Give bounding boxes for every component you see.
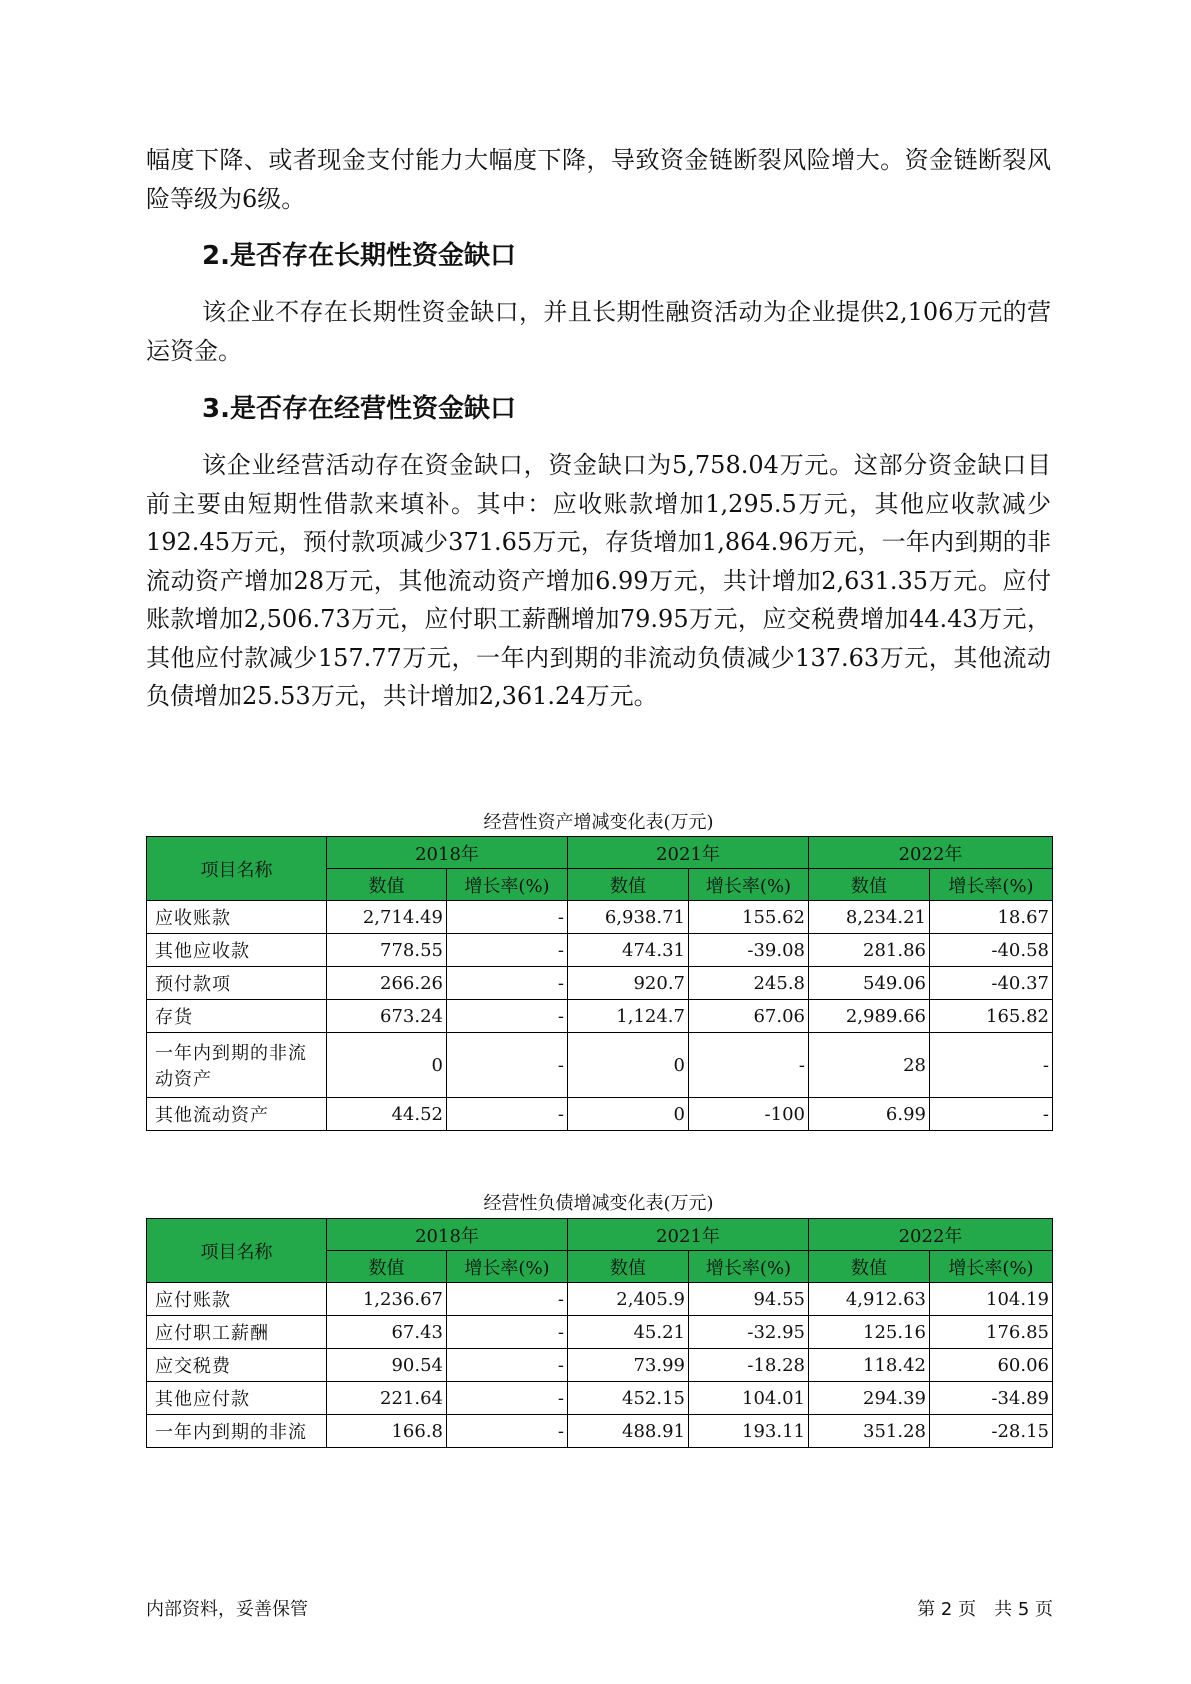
paragraph-risk-level: 幅度下降、或者现金支付能力大幅度下降，导致资金链断裂风险增大。资金链断裂风险等级为6级。: [146, 146, 1051, 213]
table-cell: -: [447, 901, 568, 934]
table-cell: 176.85: [930, 1316, 1053, 1349]
table-cell: -: [689, 1033, 809, 1098]
table-cell: -: [447, 1316, 568, 1349]
year-header: 2018年: [327, 837, 568, 869]
table-cell: 8,234.21: [809, 901, 930, 934]
table-cell: 351.28: [809, 1415, 930, 1448]
table-cell: -39.08: [689, 934, 809, 967]
table-cell: -: [447, 1000, 568, 1033]
table-cell: -40.37: [930, 967, 1053, 1000]
table-cell: -: [447, 1283, 568, 1316]
table-cell: 118.42: [809, 1349, 930, 1382]
table-cell: -: [447, 1349, 568, 1382]
table-cell: 6,938.71: [568, 901, 689, 934]
table-cell: 104.01: [689, 1382, 809, 1415]
value-header: 数值: [809, 869, 930, 901]
table-cell: 44.52: [327, 1098, 447, 1131]
table-cell: 0: [327, 1033, 447, 1098]
table-cell: 0: [568, 1033, 689, 1098]
table-cell: -32.95: [689, 1316, 809, 1349]
table-cell: -100: [689, 1098, 809, 1131]
table-cell: 452.15: [568, 1382, 689, 1415]
table-cell: 245.8: [689, 967, 809, 1000]
table-cell: -: [447, 1415, 568, 1448]
table-row: [147, 934, 1053, 967]
row-label: 应交税费: [147, 1349, 327, 1382]
growth-rate-header: 增长率(%): [689, 869, 809, 901]
table-cell: -: [447, 934, 568, 967]
table-cell: 778.55: [327, 934, 447, 967]
table-row: [147, 1415, 1053, 1448]
year-header: 2021年: [568, 837, 809, 869]
year-header: 2021年: [568, 1219, 809, 1251]
table-cell: 1,236.67: [327, 1283, 447, 1316]
table-row: [147, 1098, 1053, 1131]
table-row: [147, 901, 1053, 934]
table-cell: 67.06: [689, 1000, 809, 1033]
table-cell: -: [447, 1382, 568, 1415]
row-label: 应付职工薪酬: [147, 1316, 327, 1349]
asset-change-table: [146, 836, 1053, 1131]
table-cell: -: [447, 967, 568, 1000]
row-label: 其他流动资产: [147, 1098, 327, 1131]
table-row: [147, 967, 1053, 1000]
liability-table-caption: 经营性负债增减变化表(万元): [483, 1193, 714, 1214]
table-cell: -: [447, 1033, 568, 1098]
table-row: [147, 1382, 1053, 1415]
table-cell: 2,989.66: [809, 1000, 930, 1033]
table-cell: 673.24: [327, 1000, 447, 1033]
table-cell: 488.91: [568, 1415, 689, 1448]
table-cell: 920.7: [568, 967, 689, 1000]
table-cell: 67.43: [327, 1316, 447, 1349]
growth-rate-header: 增长率(%): [447, 1251, 568, 1283]
table-cell: 73.99: [568, 1349, 689, 1382]
row-label: 一年内到期的非流: [147, 1415, 327, 1448]
table-cell: 2,714.49: [327, 901, 447, 934]
growth-rate-header: 增长率(%): [689, 1251, 809, 1283]
confidential-footer-note: 内部资料，妥善保管: [146, 1599, 308, 1620]
table-cell: 4,912.63: [809, 1283, 930, 1316]
table-cell: 125.16: [809, 1316, 930, 1349]
table-cell: 165.82: [930, 1000, 1053, 1033]
table-cell: 18.67: [930, 901, 1053, 934]
table-cell: 104.19: [930, 1283, 1053, 1316]
year-header: 2022年: [809, 837, 1053, 869]
table-cell: 221.64: [327, 1382, 447, 1415]
row-label: 一年内到期的非流动资产: [147, 1033, 327, 1098]
section-heading-long-term-gap: 2.是否存在长期性资金缺口: [202, 241, 516, 271]
row-label: 其他应付款: [147, 1382, 327, 1415]
table-cell: -: [930, 1033, 1053, 1098]
row-label: 应付账款: [147, 1283, 327, 1316]
liability-change-table: [146, 1218, 1053, 1448]
growth-rate-header: 增长率(%): [930, 869, 1053, 901]
value-header: 数值: [809, 1251, 930, 1283]
table-cell: -40.58: [930, 934, 1053, 967]
table-cell: -34.89: [930, 1382, 1053, 1415]
table-cell: -: [447, 1098, 568, 1131]
table-cell: -28.15: [930, 1415, 1053, 1448]
table-cell: 28: [809, 1033, 930, 1098]
table-cell: -18.28: [689, 1349, 809, 1382]
table-cell: 166.8: [327, 1415, 447, 1448]
row-label: 存货: [147, 1000, 327, 1033]
section-heading-operating-gap: 3.是否存在经营性资金缺口: [202, 394, 516, 424]
item-name-header: 项目名称: [147, 1219, 327, 1283]
value-header: 数值: [327, 869, 447, 901]
table-cell: -: [930, 1098, 1053, 1131]
table-cell: 294.39: [809, 1382, 930, 1415]
row-label: 应收账款: [147, 901, 327, 934]
table-cell: 266.26: [327, 967, 447, 1000]
table-cell: 474.31: [568, 934, 689, 967]
value-header: 数值: [327, 1251, 447, 1283]
row-label: 预付款项: [147, 967, 327, 1000]
item-name-header: 项目名称: [147, 837, 327, 901]
table-cell: 281.86: [809, 934, 930, 967]
year-header: 2018年: [327, 1219, 568, 1251]
table-cell: 2,405.9: [568, 1283, 689, 1316]
table-row: [147, 1283, 1053, 1316]
table-row: [147, 1316, 1053, 1349]
table-cell: 193.11: [689, 1415, 809, 1448]
table-cell: 90.54: [327, 1349, 447, 1382]
table-cell: 0: [568, 1098, 689, 1131]
paragraph-operating-gap: 该企业经营活动存在资金缺口，资金缺口为5,758.04万元。这部分资金缺口目前主要由短期性借款来填补。其中：应收账款增加1,295.5万元，其他应收款减少192.45万元，预付款项减少371.65万元，存货增加1,864.96万元，一年内到期的非流动资产增加28万元，其他流动资产增加6.99万元，共计增加2,631.35万元。应付账款增加2,506.73万元，应付职工薪酬增加79.95万元，应交税费增加44.43万元，其他应付款减少157.77万元，一年内到期的非流动负债减少137.63万元，其他流动负债增加25.53万元，共计增加2,361.24万元。: [146, 451, 1051, 710]
value-header: 数值: [568, 869, 689, 901]
table-cell: 549.06: [809, 967, 930, 1000]
asset-table-caption: 经营性资产增减变化表(万元): [483, 812, 714, 833]
page-number: 第 2 页 共 5 页: [917, 1599, 1053, 1620]
year-header: 2022年: [809, 1219, 1053, 1251]
table-cell: 60.06: [930, 1349, 1053, 1382]
table-row: [147, 1033, 1053, 1098]
table-cell: 94.55: [689, 1283, 809, 1316]
table-row: [147, 1349, 1053, 1382]
growth-rate-header: 增长率(%): [930, 1251, 1053, 1283]
paragraph-long-term-gap: 该企业不存在长期性资金缺口，并且长期性融资活动为企业提供2,106万元的营运资金。: [146, 298, 1051, 365]
table-cell: 6.99: [809, 1098, 930, 1131]
row-label: 其他应收款: [147, 934, 327, 967]
value-header: 数值: [568, 1251, 689, 1283]
table-cell: 155.62: [689, 901, 809, 934]
growth-rate-header: 增长率(%): [447, 869, 568, 901]
table-cell: 1,124.7: [568, 1000, 689, 1033]
table-cell: 45.21: [568, 1316, 689, 1349]
table-row: [147, 1000, 1053, 1033]
